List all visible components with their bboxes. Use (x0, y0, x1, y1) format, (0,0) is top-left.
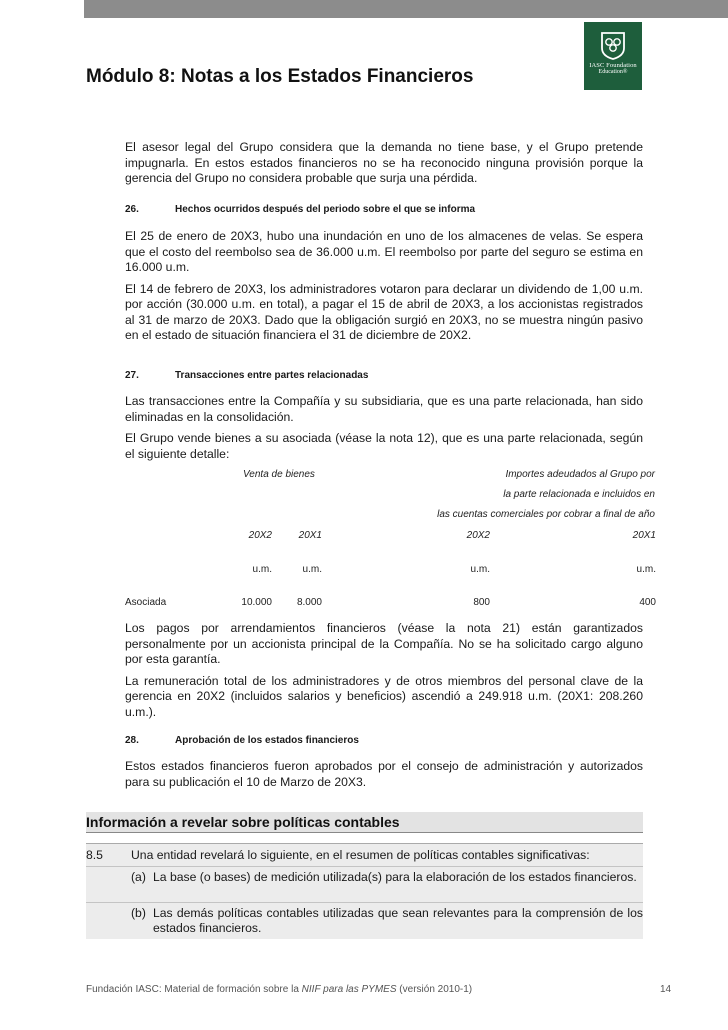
note-26-number: 26. (125, 204, 139, 215)
note-26-title: Hechos ocurridos después del periodo sobre el que se informa (175, 204, 476, 215)
footer-suffix: (versión 2010-1) (396, 984, 473, 995)
intro-text: El asesor legal del Grupo considera que la demanda no tiene base, y el Grupo pretende impugnarla. En estos estados financieros no se ha reconocido ninguna provisión porque la gerencia del Grupo no considera probable que surja una pérdida. (125, 140, 643, 185)
note-27-number: 27. (125, 370, 139, 381)
table-value-1: 10.000 (241, 597, 272, 608)
table-header-sales: Venta de bienes (243, 469, 315, 480)
footer-prefix: Fundación IASC: Material de formación sobre la (86, 984, 302, 995)
policy-item-a-text: La base (o bases) de medición utilizada(s) para la elaboración de los estados financieros. (153, 870, 637, 884)
note-28-heading (125, 735, 359, 746)
table-row-label: Asociada (125, 597, 167, 608)
note-27-paragraph-3: Los pagos por arrendamientos financieros (véase la nota 21) están garantizados personalmente por un accionista principal de la Compañía. No se ha solicitado cargo alguno por esta garantía. (125, 621, 643, 666)
policy-item-b (131, 906, 643, 936)
note-27-body-continued (125, 621, 643, 720)
intro-paragraph (125, 140, 643, 187)
note-26-body (125, 229, 643, 344)
table-year-4: 20X1 (632, 530, 656, 541)
table-header-amounts-line-1: Importes adeudados al Grupo por (505, 469, 655, 480)
table-year-2: 20X1 (298, 530, 322, 541)
logo-line-1: IASC Foundation (589, 62, 637, 69)
logo-line-2: Education® (598, 69, 628, 75)
table-unit-3: u.m. (470, 564, 490, 575)
footer-italic: NIIF para las PYMES (301, 984, 397, 995)
policy-item-b-label: (b) (131, 906, 146, 920)
policy-item-b-text: Las demás políticas contables utilizadas que sean relevantes para la comprensión de los estados financieros. (153, 906, 643, 935)
policy-number: 8.5 (86, 848, 103, 862)
table-unit-2: u.m. (302, 564, 322, 575)
table-unit-4: u.m. (636, 564, 656, 575)
table-year-3: 20X2 (466, 530, 490, 541)
iasc-emblem-icon (598, 30, 628, 60)
note-28-body (125, 759, 643, 790)
note-26-heading (125, 204, 475, 215)
table-value-4: 400 (639, 597, 656, 608)
policy-lead-text: Una entidad revelará lo siguiente, en el resumen de políticas contables significativas: (131, 848, 590, 862)
note-27-title: Transacciones entre partes relacionadas (175, 370, 369, 381)
section-title: Información a revelar sobre políticas contables (86, 814, 400, 830)
table-header-amounts-line-2: la parte relacionada e incluidos en (503, 489, 655, 500)
policy-divider-2 (86, 902, 643, 903)
table-year-1: 20X2 (248, 530, 272, 541)
table-unit-1: u.m. (252, 564, 272, 575)
footer (86, 984, 472, 995)
note-26-paragraph-1: El 25 de enero de 20X3, hubo una inundación en uno de los almacenes de velas. Se espera que el costo del reembolso sea de 36.000 u.m. El reembolso por parte del seguro se estima en 16.000 u.m. (125, 229, 643, 274)
note-26-paragraph-2: El 14 de febrero de 20X3, los administradores votaron para declarar un dividendo de 1,00 u.m. por acción (30.000 u.m. en total), a pagar el 15 de abril de 20X3, a los accionistas registrados al 31 de marzo de 20X3. Dado que la obligación surgió en 20X3, no se muestra ningún pasivo en el estado de situación financiera el 31 de diciembre de 20X2. (125, 281, 643, 342)
table-header-amounts-line-3: las cuentas comerciales por cobrar a final de año (437, 509, 655, 520)
header-bar (84, 0, 728, 18)
policy-item-a-label: (a) (131, 870, 146, 884)
table-value-2: 8.000 (296, 597, 322, 608)
note-28-number: 28. (125, 735, 139, 746)
table-value-3: 800 (473, 597, 490, 608)
note-28-paragraph-1: Estos estados financieros fueron aprobados por el consejo de administración y autorizados para su publicación el 10 de Marzo de 20X3. (125, 759, 643, 789)
section-underline (86, 832, 643, 833)
page-title: Módulo 8: Notas a los Estados Financieros (86, 66, 474, 87)
note-27-paragraph-4: La remuneración total de los administradores y de otros miembros del personal clave de la gerencia en 20X2 (incluidos salarios y beneficios) ascendió a 249.918 u.m. (20X1: 208.260 u.m.). (125, 673, 643, 719)
policy-divider-1 (86, 866, 643, 867)
iasc-foundation-logo (584, 22, 642, 90)
note-27-body (125, 394, 643, 462)
note-27-paragraph-2: El Grupo vende bienes a su asociada (véase la nota 12), que es una parte relacionada, según el siguiente detalle: (125, 431, 643, 461)
note-28-title: Aprobación de los estados financieros (175, 735, 359, 746)
note-27-paragraph-1: Las transacciones entre la Compañía y su subsidiaria, que es una parte relacionada, han sido eliminadas en la consolidación. (125, 394, 643, 424)
note-27-heading (125, 370, 368, 381)
page-number: 14 (660, 984, 672, 995)
policy-item-a (131, 870, 643, 885)
